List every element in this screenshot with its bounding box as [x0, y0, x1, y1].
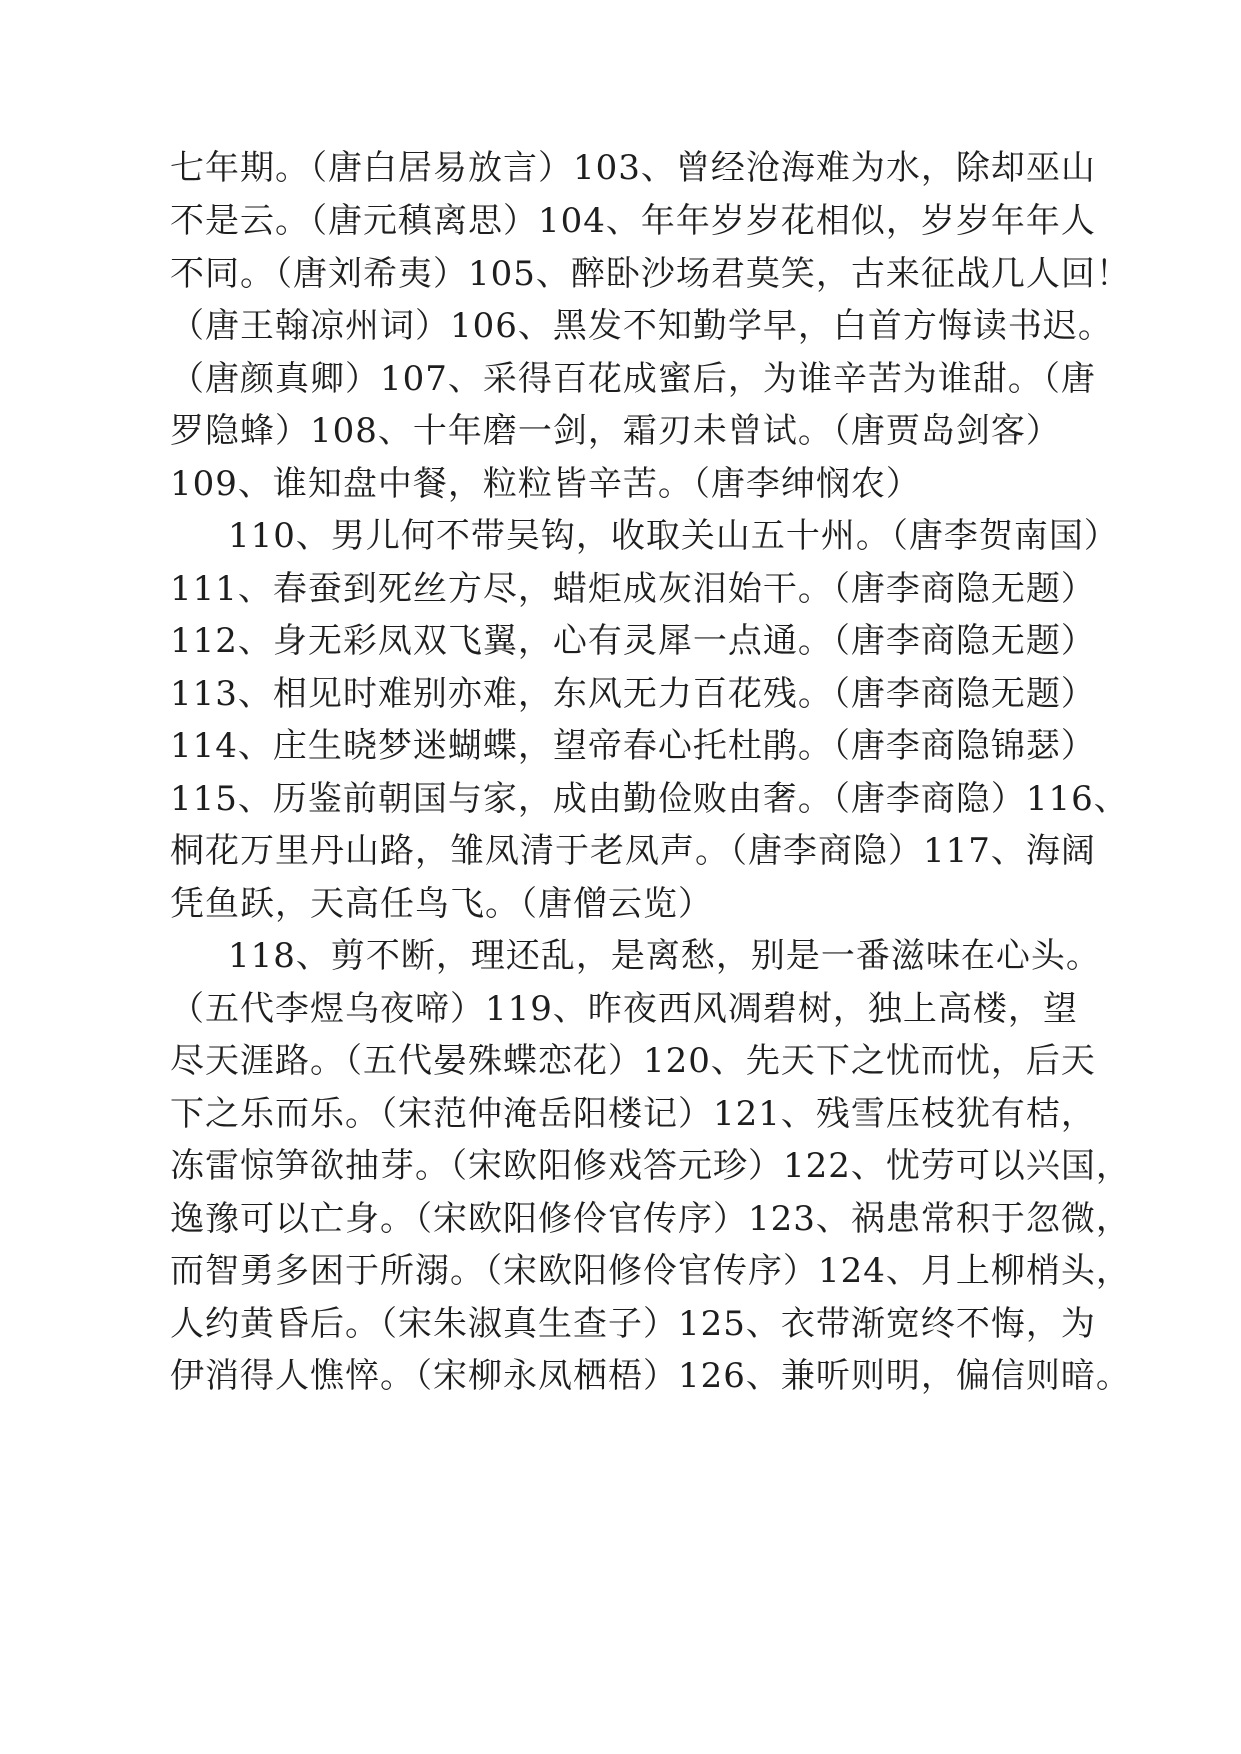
text-line: 七年期。（唐白居易放言）103、曾经沧海难为水，除却巫山 — [170, 148, 1096, 188]
text-line: 109、谁知盘中餐，粒粒皆辛苦。（唐李绅悯农） — [170, 464, 921, 504]
text-line: 111、春蚕到死丝方尽，蜡炬成灰泪始干。（唐李商隐无题） — [170, 569, 1096, 609]
text-line: 人约黄昏后。（宋朱淑真生查子）125、衣带渐宽终不悔，为 — [170, 1304, 1096, 1344]
text-line: 不是云。（唐元稹离思）104、年年岁岁花相似，岁岁年年人 — [170, 201, 1096, 241]
text-line: 112、身无彩凤双飞翼，心有灵犀一点通。（唐李商隐无题） — [170, 621, 1096, 661]
text-line: 伊消得人憔悴。（宋柳永凤栖梧）126、兼听则明，偏信则暗。 — [170, 1356, 1131, 1396]
text-line: （唐颜真卿）107、采得百花成蜜后，为谁辛苦为谁甜。（唐 — [170, 359, 1096, 399]
text-line: （五代李煜乌夜啼）119、昨夜西风凋碧树，独上高楼，望 — [170, 989, 1078, 1029]
text-line: 下之乐而乐。（宋范仲淹岳阳楼记）121、残雪压枝犹有桔， — [170, 1094, 1096, 1134]
text-line: 罗隐蜂）108、十年磨一剑，霜刃未曾试。（唐贾岛剑客） — [170, 411, 1061, 451]
text-line: 逸豫可以亡身。（宋欧阳修伶官传序）123、祸患常积于忽微， — [170, 1199, 1131, 1239]
text-line: 冻雷惊笋欲抽芽。（宋欧阳修戏答元珍）122、忧劳可以兴国， — [170, 1146, 1131, 1186]
text-line: 而智勇多困于所溺。（宋欧阳修伶官传序）124、月上柳梢头， — [170, 1251, 1131, 1291]
text-line: 桐花万里丹山路，雏凤清于老凤声。（唐李商隐）117、海阔 — [170, 831, 1096, 871]
text-line: （唐王翰凉州词）106、黑发不知勤学早，白首方悔读书迟。 — [170, 306, 1113, 346]
text-line: 115、历鉴前朝国与家，成由勤俭败由奢。（唐李商隐）116、 — [170, 779, 1129, 819]
text-line: 不同。（唐刘希夷）105、醉卧沙场君莫笑，古来征战几人回！ — [170, 254, 1131, 294]
text-line: 113、相见时难别亦难，东风无力百花残。（唐李商隐无题） — [170, 674, 1096, 714]
text-line: 尽天涯路。（五代晏殊蝶恋花）120、先天下之忧而忧，后天 — [170, 1041, 1096, 1081]
text-line: 凭鱼跃，天高任鸟飞。（唐僧云览） — [170, 884, 713, 924]
paragraph-start-line: 118、剪不断，理还乱，是离愁，别是一番滋味在心头。 — [228, 936, 1101, 976]
text-line: 114、庄生晓梦迷蝴蝶，望帝春心托杜鹃。（唐李商隐锦瑟） — [170, 726, 1096, 766]
paragraph-start-line: 110、男儿何不带吴钩，收取关山五十州。（唐李贺南国） — [228, 516, 1119, 556]
